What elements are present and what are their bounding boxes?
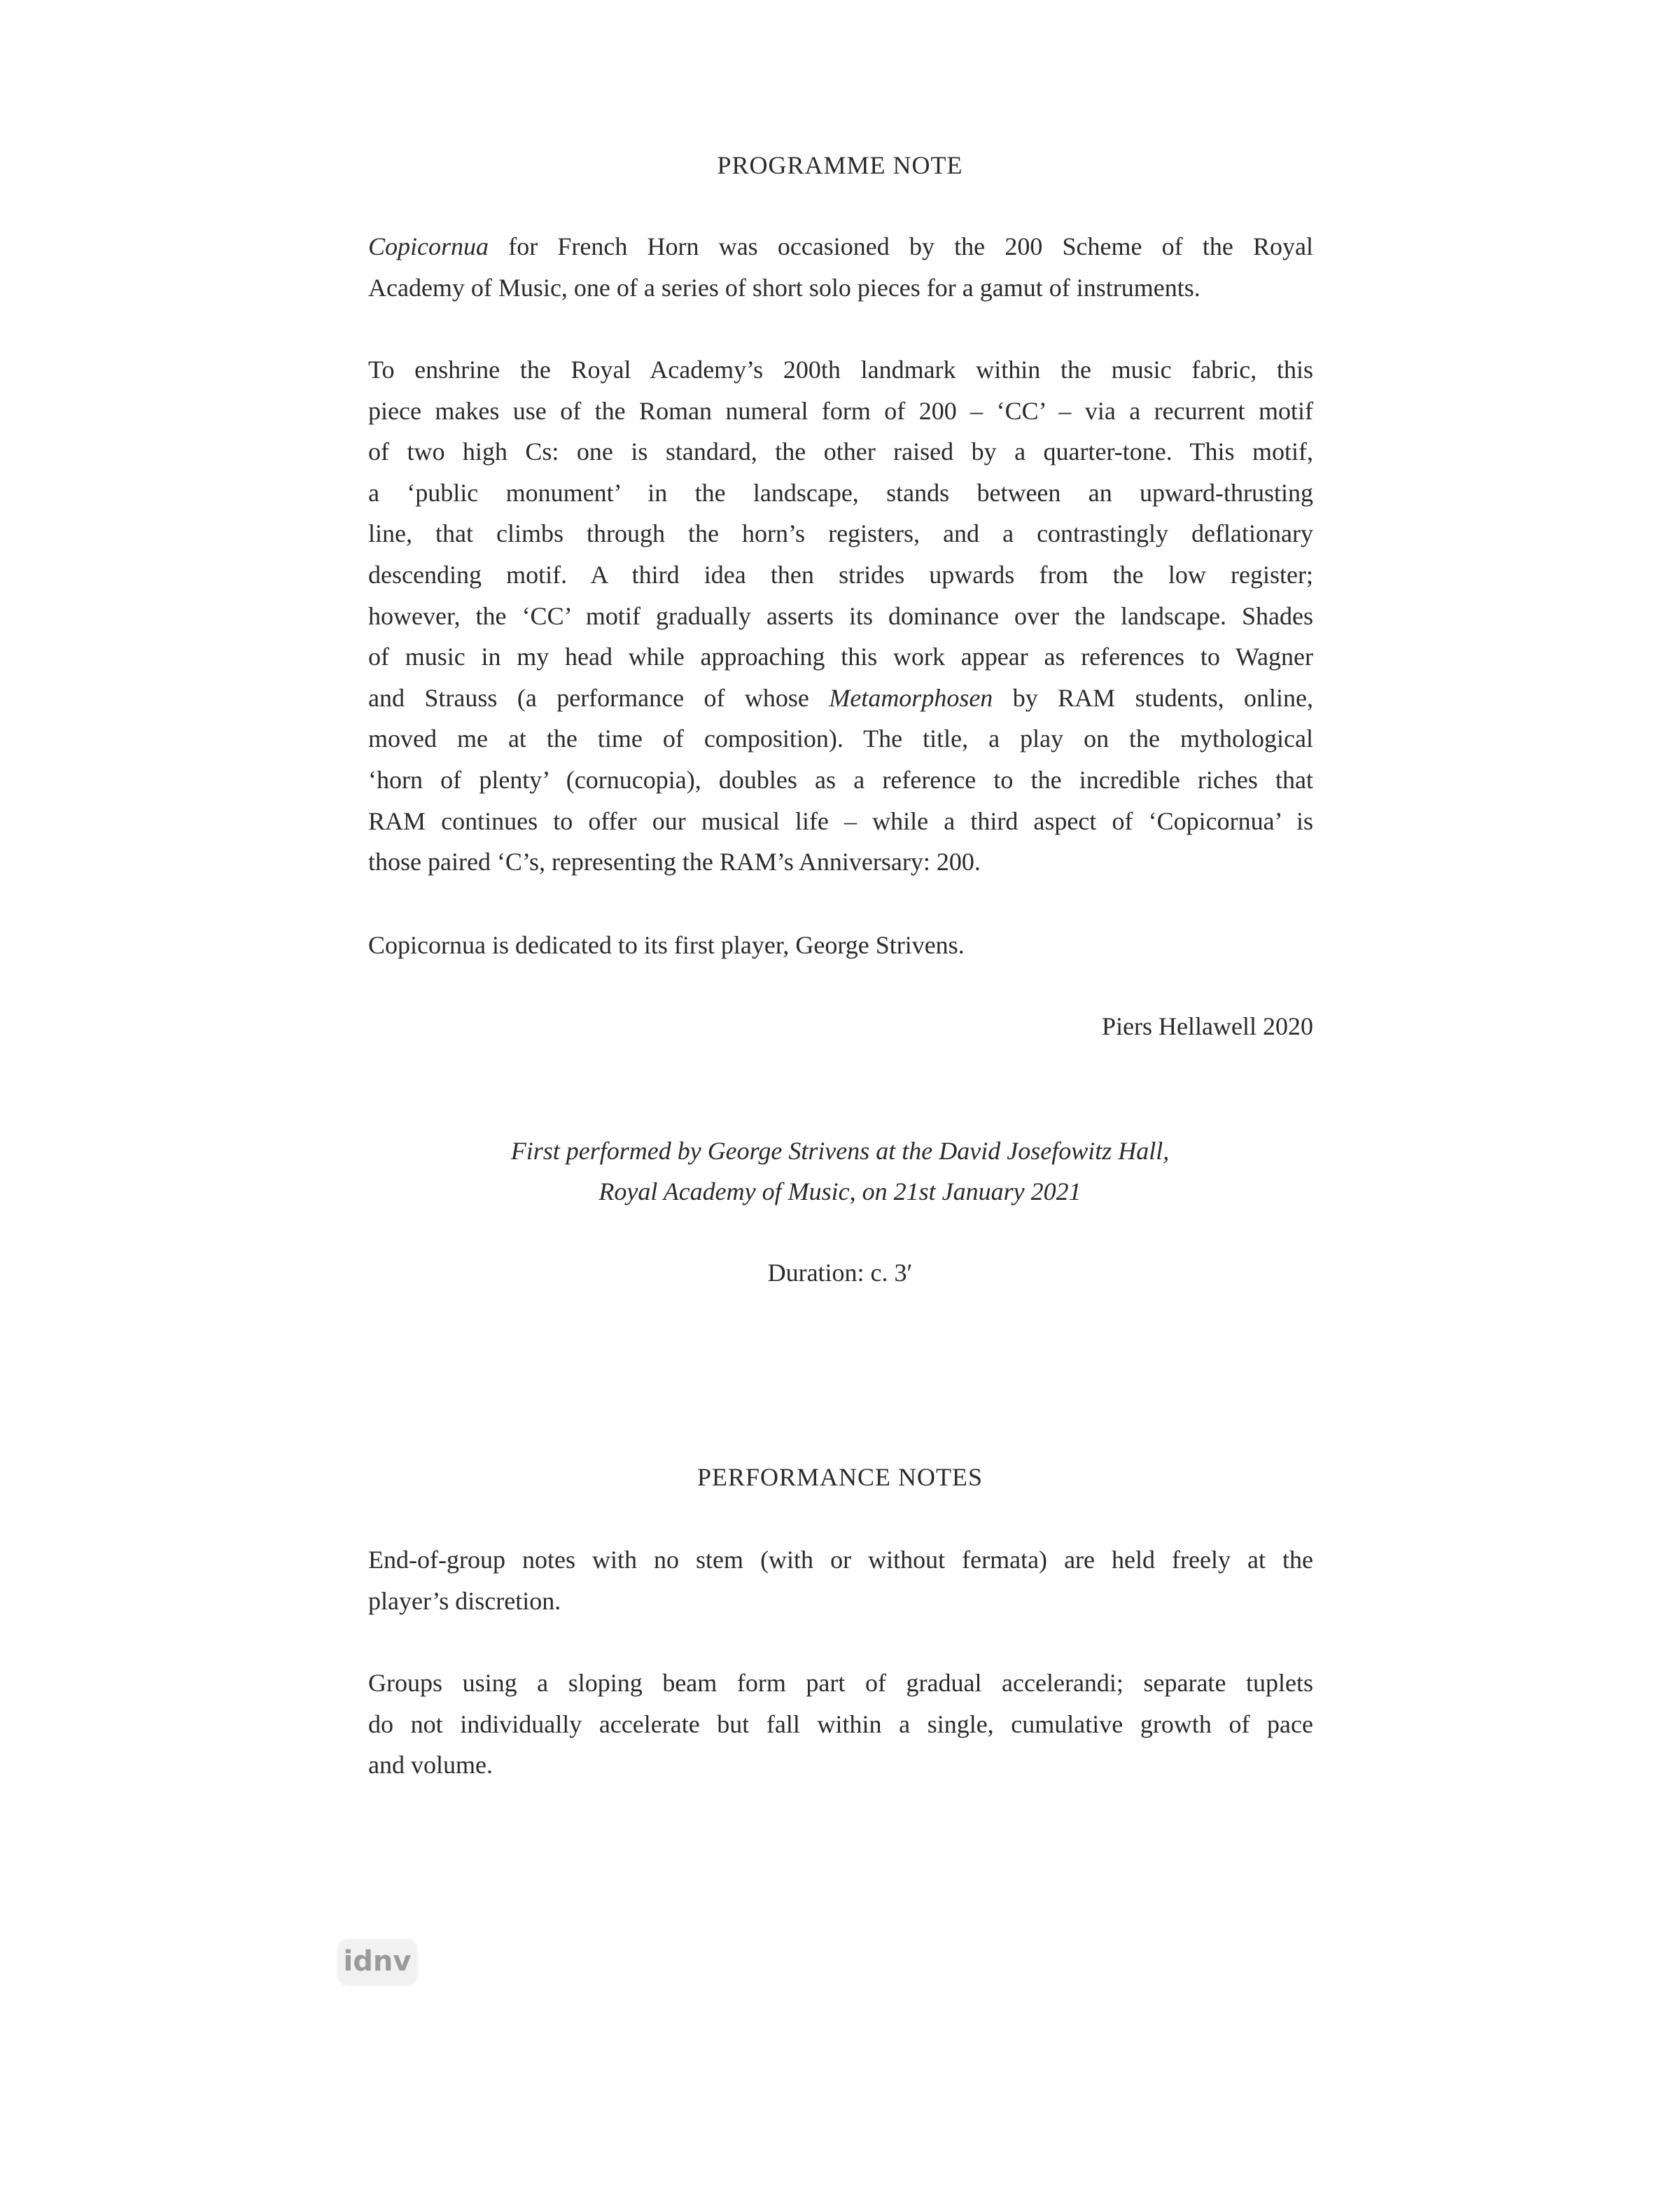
italic-title: Metamorphosen [829,683,993,712]
text-segment: those paired ‘C’s, representing the RAM’s Anniversary: 200. [368,848,981,876]
text-line [368,513,1313,554]
text-segment: Copicornua is dedicated to its first player, George Strivens. [368,931,965,959]
text-line [368,801,1313,842]
text-line [368,636,1313,678]
italic-title: Copicornua [368,232,489,260]
text-segment: player’s discretion. [368,1586,561,1615]
text-line [368,267,1313,309]
text-segment: ‘horn of plenty’ (cornucopia), doubles as a reference to the incredible riches that [368,765,1313,794]
text-segment: however, the ‘CC’ motif gradually asserts its dominance over the landscape. Shades [368,601,1313,630]
text-line [368,841,1313,883]
programme-paragraph-2 [368,349,1313,883]
text-segment: of two high Cs: one is standard, the other raised by a quarter-tone. This motif, [368,438,1313,466]
text-line [368,431,1313,473]
performance-paragraph-1 [368,1539,1313,1621]
text-line [368,349,1313,391]
text-segment: of music in my head while approaching this work appear as references to Wagner [368,643,1313,671]
programme-note-heading: PROGRAMME NOTE [717,151,963,179]
text-line [368,718,1313,760]
text-line [368,678,1313,719]
premiere-line-1: First performed by George Strivens at the David Josefowitz Hall, [510,1137,1170,1165]
text-segment: piece makes use of the Roman numeral form of 200 – ‘CC’ – via a recurrent motif [368,396,1313,425]
text-line [368,554,1313,596]
text-segment: by RAM students, online, [993,683,1313,712]
text-segment: descending motif. A third idea then strides upwards from the low register; [368,560,1313,589]
text-segment: and volume. [368,1751,493,1779]
text-line [368,925,1313,966]
text-segment: a ‘public monument’ in the landscape, stands between an upward-thrusting [368,478,1313,507]
text-segment: To enshrine the Royal Academy’s 200th landmark within the music fabric, this [368,356,1313,384]
text-line [368,1539,1313,1581]
premiere-line-2: Royal Academy of Music, on 21st January 2021 [598,1177,1082,1205]
text-line [368,1704,1313,1745]
text-segment: for French Horn was occasioned by the 200 Scheme of the Royal [489,232,1313,260]
text-segment: End-of-group notes with no stem (with or without fermata) are held freely at the [368,1546,1313,1574]
watermark-logo: idnv [339,1940,416,1984]
duration: Duration: c. 3′ [767,1259,913,1287]
text-line [368,1581,1313,1622]
programme-paragraph-1 [368,226,1313,308]
text-line [368,473,1313,514]
text-segment: do not individually accelerate but fall within a single, cumulative growth of pace [368,1709,1313,1738]
text-line [368,391,1313,432]
text-line [368,1663,1313,1704]
text-line [368,596,1313,637]
text-segment: Academy of Music, one of a series of short solo pieces for a gamut of instruments. [368,273,1200,302]
performance-notes-heading: PERFORMANCE NOTES [696,1463,983,1491]
text-line [368,1744,1313,1786]
performance-paragraph-2 [368,1663,1313,1786]
text-segment: Groups using a sloping beam form part of gradual accelerandi; separate tuplets [368,1669,1313,1697]
text-line [368,226,1313,267]
text-segment: line, that climbs through the horn’s registers, and a contrastingly deflationary [368,519,1313,548]
text-line [368,760,1313,801]
dedication-paragraph [368,925,1313,966]
text-segment: moved me at the time of composition). The title, a play on the mythological [368,725,1313,753]
text-segment: RAM continues to offer our musical life – while a third aspect of ‘Copicornua’ is [368,806,1313,835]
signature: Piers Hellawell 2020 [1102,1012,1313,1040]
text-segment: and Strauss (a performance of whose [368,683,830,712]
